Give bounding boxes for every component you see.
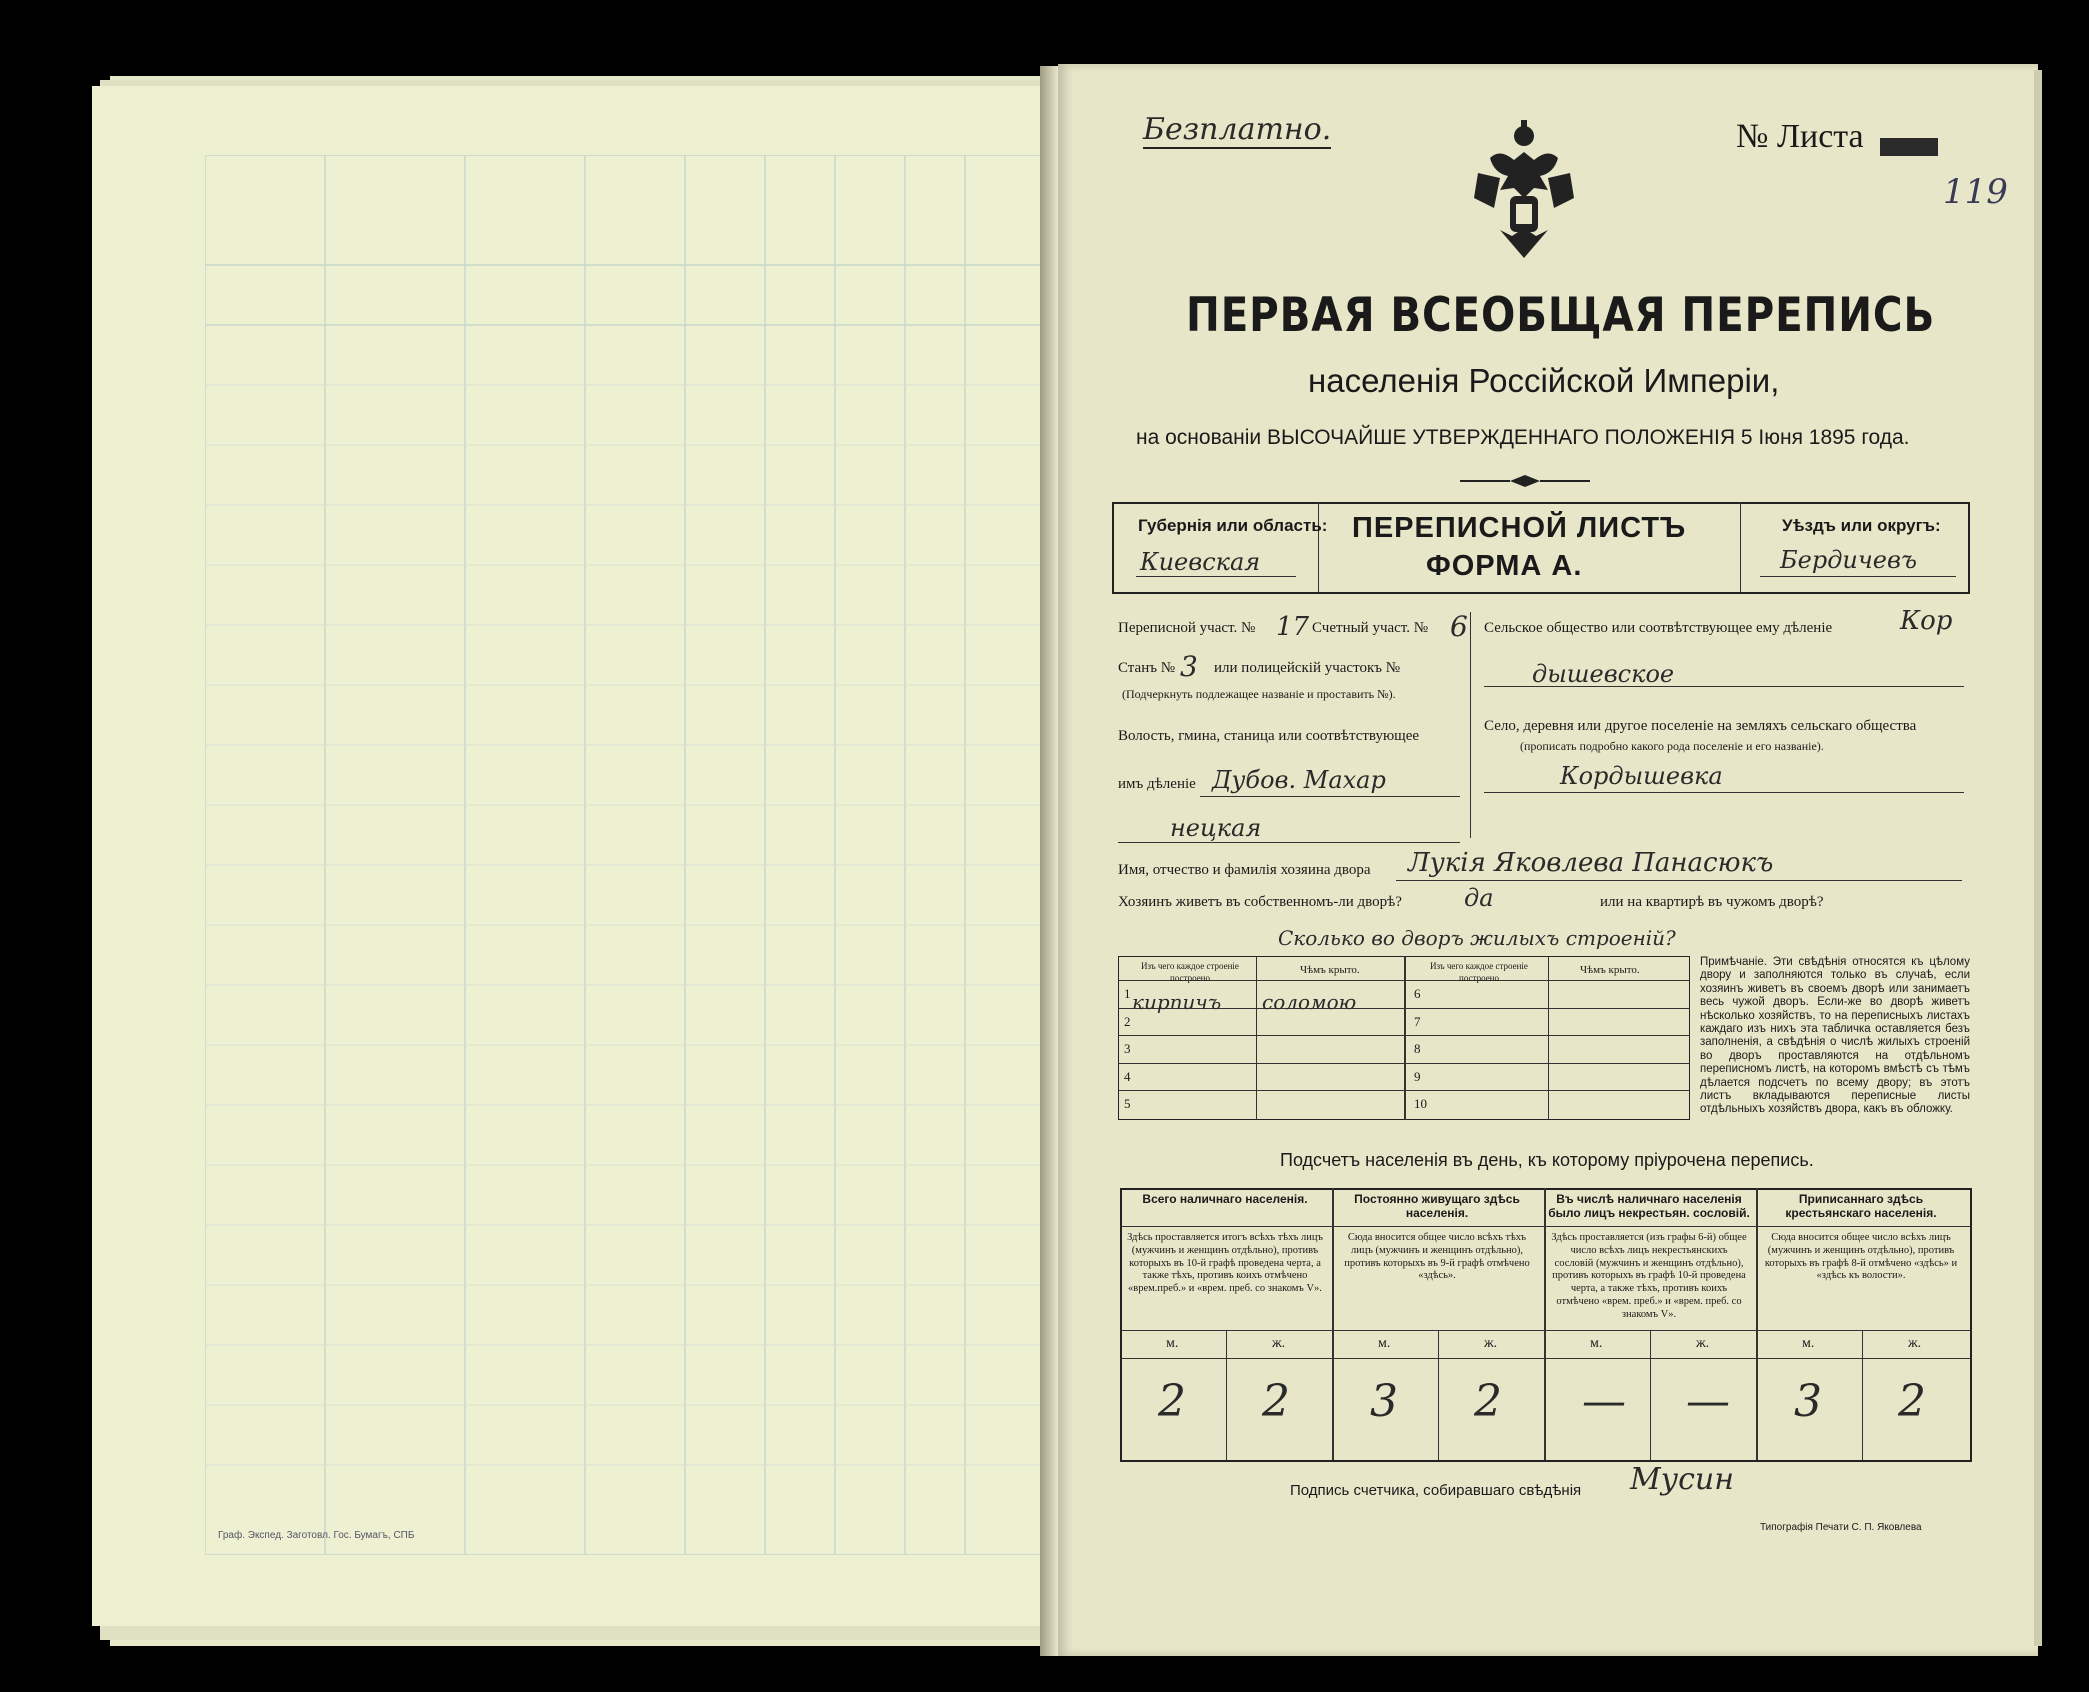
population-col-desc: Здѣсь проставляется (изъ графы 6-й) общее число всѣхъ лицъ некрестьянскихъ сословій (мужчинъ и женщинъ отдѣльно), противъ которыхъ въ графѣ 10-й проведена черта, а также тѣхъ, противъ коихъ отмѣчено «врем. преб.» и «врем. преб. со знакомъ V». bbox=[1551, 1232, 1747, 1320]
owner-label: Имя, отчество и фамилія хозяина двора bbox=[1118, 862, 1371, 878]
division-label: имъ дѣленіе bbox=[1118, 776, 1196, 792]
building-row-number: 4 bbox=[1124, 1068, 1131, 1084]
lives-value: да bbox=[1464, 884, 1494, 912]
page-subtitle: населенія Россійской Имперіи, bbox=[1308, 362, 1780, 399]
population-col-title: Приписаннаго здѣсь крестьянскаго населенія. bbox=[1785, 1192, 1937, 1220]
population-col-desc: Сюда вносится общее число всѣхъ лицъ (мужчинъ и женщинъ отдѣльно), противъ которыхъ въ графѣ 8-й отмѣчено «здѣсь» и «здѣсь къ волости». bbox=[1764, 1232, 1958, 1282]
building-row-number: 3 bbox=[1124, 1041, 1131, 1056]
signature-label: Подпись счетчика, собиравшаго свѣдѣнія bbox=[1290, 1482, 1582, 1499]
page-edge bbox=[2034, 70, 2042, 1646]
footer-right: Типографія Печати С. П. Яковлева bbox=[1760, 1522, 1922, 1533]
buildings-col-roof-header-2: Чѣмъ крыто. bbox=[1580, 964, 1640, 976]
sheet-number-label: № Листа bbox=[1736, 118, 1864, 155]
buildings-col-material-header: Изъ чего каждое строеніе построено bbox=[1141, 961, 1239, 983]
female-label: ж. bbox=[1696, 1336, 1710, 1351]
village-society-label: Сельское общество или соотвѣтствующее ему дѣленіе bbox=[1484, 620, 1833, 636]
building-row-number: 5 bbox=[1124, 1096, 1131, 1111]
sheet-number-handwritten: 119 bbox=[1943, 172, 2008, 212]
male-label: м. bbox=[1378, 1336, 1391, 1351]
lives-alt-label: или на квартирѣ въ чужомъ дворѣ? bbox=[1600, 894, 1824, 910]
form-name: ФОРМА А. bbox=[1426, 550, 1583, 582]
building-row-number: 6 bbox=[1414, 986, 1421, 1001]
building-row-number: 8 bbox=[1414, 1041, 1421, 1056]
male-label: м. bbox=[1802, 1336, 1815, 1351]
female-count: 2 bbox=[1474, 1376, 1502, 1427]
male-count: 2 bbox=[1158, 1376, 1186, 1427]
population-col-desc: Сюда вносится общее число всѣхъ тѣхъ лицъ (мужчинъ и женщинъ отдѣльно), противъ которыхъ въ 9-й графѣ отмѣчено «здѣсь». bbox=[1344, 1232, 1530, 1282]
settlement-value: Кордышевка bbox=[1560, 762, 1723, 790]
bleed-through-grid bbox=[205, 155, 1041, 1555]
building-row-number: 7 bbox=[1414, 1013, 1421, 1029]
buildings-note: Примѣчаніе. Эти свѣдѣнія относятся къ цѣлому двору и заполняются только въ случаѣ, если хозяинъ живетъ въ своемъ дворѣ или занимаетъ весь чужой дворъ. Если-же во дворѣ живетъ нѣсколько хозяйствъ, то на переписныхъ листахъ каждаго изъ нихъ эта табличка оставляется безъ заполненія, а свѣдѣнія о числѣ жилыхъ строеній во дворъ проставляются на отдѣльномъ переписномъ листѣ, на которомъ вмѣстѣ съ тѣмъ дѣлается подсчетъ по всему двору; въ этотъ листъ вкладываются переписные листы отдѣльныхъ хозяйствъ двора, какъ въ обложку. bbox=[1700, 956, 1970, 1116]
census-district-value: 17 bbox=[1276, 612, 1310, 642]
division-value-1: Дубов. Махар bbox=[1212, 766, 1386, 794]
building-1-roof: соломою bbox=[1262, 990, 1357, 1014]
population-table bbox=[1120, 1188, 1972, 1462]
building-row-number: 9 bbox=[1414, 1068, 1421, 1084]
village-society-value-1: Кор bbox=[1900, 606, 1953, 636]
female-label: ж. bbox=[1484, 1336, 1498, 1351]
female-count: 2 bbox=[1262, 1376, 1290, 1427]
building-row-number: 1 bbox=[1124, 986, 1131, 1001]
count-district-label: Счетный участ. № bbox=[1312, 620, 1429, 636]
female-label: ж. bbox=[1908, 1336, 1922, 1351]
census-district-label: Переписной участ. № bbox=[1118, 620, 1256, 636]
underline-note: (Подчеркнуть подлежащее названіе и проставить №). bbox=[1122, 687, 1396, 701]
population-col-desc: Здѣсь проставляется итогъ всѣхъ тѣхъ лицъ (мужчинъ и женщинъ отдѣльно), противъ которыхъ въ 10-й графѣ проведена черта, а также тѣхъ, противъ коихъ отмѣчено «врем.преб.» и «врем. преб. со знакомъ V». bbox=[1127, 1232, 1323, 1295]
building-row-number: 2 bbox=[1124, 1013, 1131, 1029]
buildings-col-roof-header: Чѣмъ крыто. bbox=[1300, 964, 1360, 976]
district-value: Бердичевъ bbox=[1780, 546, 1917, 574]
population-col-title: Постоянно живущаго здѣсь населенія. bbox=[1354, 1192, 1520, 1220]
imperial-eagle-emblem bbox=[1470, 118, 1578, 268]
sheet-number-redaction bbox=[1880, 138, 1938, 156]
female-count: — bbox=[1686, 1376, 1730, 1427]
division-value-2: нецкая bbox=[1170, 814, 1262, 842]
male-count: 3 bbox=[1370, 1376, 1398, 1427]
volost-label: Волость, гмина, станица или соотвѣтствующее bbox=[1118, 728, 1420, 744]
stan-label: Станъ № bbox=[1118, 660, 1176, 676]
population-col-title: Всего наличнаго населенія. bbox=[1142, 1192, 1308, 1206]
province-value: Киевская bbox=[1140, 548, 1261, 576]
building-1-material: кирпичъ bbox=[1132, 990, 1222, 1014]
population-heading: Подсчетъ населенія въ день, къ которому пріурочена перепись. bbox=[1280, 1150, 1814, 1170]
page-title: ПЕРВАЯ ВСЕОБЩАЯ ПЕРЕПИСЬ bbox=[1186, 288, 1936, 343]
settlement-label: Село, деревня или другое поселеніе на земляхъ сельскаго общества bbox=[1484, 718, 1917, 734]
signature: Мусин bbox=[1630, 1462, 1735, 1497]
male-count: 3 bbox=[1794, 1376, 1822, 1427]
settlement-note: (прописать подробно какого рода поселеніе и его названіе). bbox=[1520, 739, 1824, 753]
buildings-question: Сколько во дворъ жилыхъ строеній? bbox=[1278, 926, 1676, 950]
male-count: — bbox=[1582, 1376, 1626, 1427]
province-label: Губернія или область: bbox=[1138, 516, 1328, 535]
male-label: м. bbox=[1166, 1336, 1179, 1351]
female-count: 2 bbox=[1898, 1376, 1926, 1427]
owner-value: Лукія Яковлева Панасюкъ bbox=[1408, 848, 1774, 878]
police-label: или полицейскій участокъ № bbox=[1214, 660, 1401, 676]
district-label: Уѣздъ или округъ: bbox=[1782, 516, 1941, 535]
female-label: ж. bbox=[1272, 1336, 1286, 1351]
free-label: Безплатно. bbox=[1143, 112, 1332, 147]
building-row-number: 10 bbox=[1414, 1096, 1427, 1111]
buildings-col-material-header-2: Изъ чего каждое строеніе построено bbox=[1430, 961, 1528, 983]
male-label: м. bbox=[1590, 1336, 1603, 1351]
basis-line: на основаніи ВЫСОЧАЙШЕ УТВЕРЖДЕННАГО ПОЛОЖЕНІЯ 5 Іюня 1895 года. bbox=[1136, 426, 1910, 449]
village-society-value-2: дышевское bbox=[1532, 660, 1675, 688]
lives-label: Хозяинъ живетъ въ собственномъ-ли дворѣ? bbox=[1118, 894, 1402, 910]
footer-left: Граф. Экспед. Заготовл. Гос. Бумагъ, СПБ bbox=[218, 1530, 415, 1541]
count-district-value: 6 bbox=[1450, 610, 1468, 643]
sheet-title: ПЕРЕПИСНОЙ ЛИСТЪ bbox=[1352, 512, 1687, 544]
stan-value: 3 bbox=[1180, 650, 1198, 683]
ornament-divider bbox=[1460, 474, 1590, 488]
population-col-title: Въ числѣ наличнаго населенія было лицъ некрестьян. сословій. bbox=[1548, 1192, 1750, 1220]
